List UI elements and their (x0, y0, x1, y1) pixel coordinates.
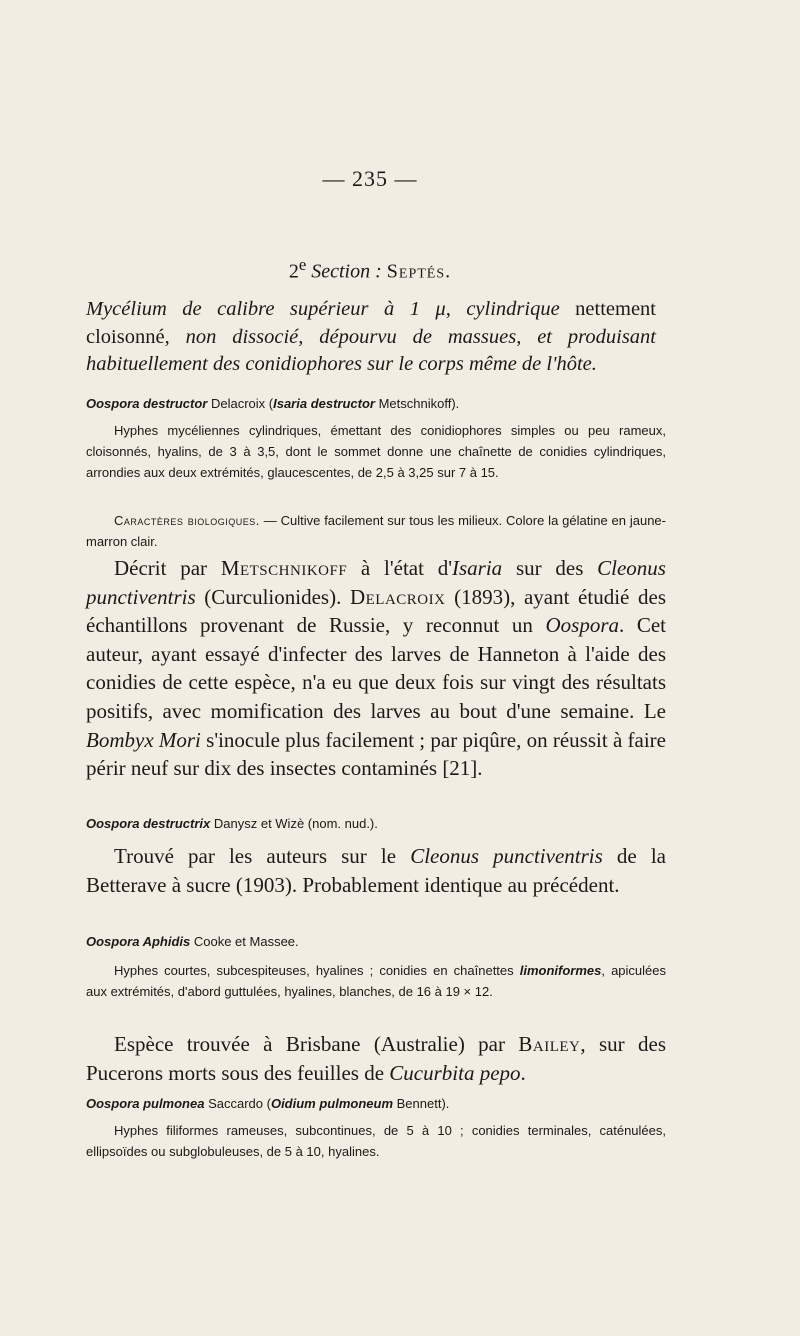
species-author: Danysz et Wizè (nom. nud.). (210, 816, 378, 831)
species-name: Oospora Aphidis (86, 934, 191, 949)
species-author: Delacroix ( (207, 396, 274, 411)
species-name: Oospora pulmonea (86, 1096, 205, 1111)
species-description-aphidis (86, 960, 666, 1002)
section-number-suffix: e (298, 255, 307, 274)
taxon-name: Bombyx Mori (86, 727, 201, 752)
species-heading-destructrix (86, 816, 662, 831)
text-run: de la Betterave à sucre (1903). Probablement identique au précédent. (86, 844, 666, 897)
text-run: , apiculées aux extrémités, d'abord guttulées, hyalines, blanches, de 16 à 19 × 12. (86, 963, 666, 999)
author-name: Bailey (518, 1032, 581, 1056)
body-paragraph-aphidis (86, 1030, 666, 1087)
species-author: Saccardo ( (204, 1096, 271, 1111)
species-description-destructor: Hyphes mycéliennes cylindriques, émettant des conidiophores simples ou peu rameux, cloisonnés, hyalins, de 3 à 3,5, dont le sommet donne une chaînette de conidies cylindriques, arrondies aux deux extrémités, glaucescentes, de 2,5 à 3,25 sur 7 à 15. (86, 423, 666, 480)
text-run: . (520, 1060, 526, 1085)
intro-part-1: Mycélium de calibre supérieur à 1 μ, cylindrique (86, 298, 560, 320)
section-intro (86, 296, 656, 379)
species-biology-destructor (86, 510, 666, 552)
text-run: , sur des Pucerons morts sous des feuilles de (86, 1032, 666, 1085)
section-name: Septés. (386, 260, 452, 283)
species-synonym-author: Metschnikoff). (374, 396, 460, 411)
species-heading-aphidis (86, 934, 662, 949)
taxon-name: Oospora (545, 613, 619, 638)
taxon-name: Cleonus punctiventris (86, 556, 666, 609)
species-heading-pulmonea (86, 1096, 662, 1111)
text-run: (1893), ayant étudié des échantillons provenant de Russie, y reconnut un (86, 584, 666, 638)
intro-part-3: non dissocié, dépourvu de massues, et produisant habituellement des conidiophores sur le corps même de l'hôte. (86, 325, 656, 375)
species-synonym: Oidium pulmoneum (270, 1096, 394, 1111)
author-name: Delacroix (349, 584, 446, 609)
species-synonym-author: Bennett). (393, 1096, 450, 1111)
text-run: à l'état d' (347, 556, 452, 580)
section-heading (0, 255, 740, 284)
body-paragraph-destructor (86, 554, 666, 783)
text-run: Hyphes courtes, subcespiteuses, hyalines ; conidies en chaînettes (114, 963, 520, 978)
species-description-pulmonea: Hyphes filiformes rameuses, subcontinues, de 5 à 10 ; conidies terminales, caténulées, ellipsoïdes ou subglobuleuses, de 5 à 10, hyalines. (86, 1123, 666, 1159)
emphasis: limoniformes (519, 963, 602, 978)
species-name: Oospora destructor (86, 396, 208, 411)
species-synonym: Isaria destructor (273, 396, 375, 411)
body-paragraph-destructrix (86, 842, 666, 899)
text-run: Décrit par (114, 556, 221, 580)
page-number: — 235 — (322, 166, 418, 191)
text-run: Espèce trouvée à Brisbane (Australie) par (114, 1032, 519, 1056)
species-author: Cooke et Massee. (190, 934, 299, 949)
biology-text: — Cultive facilement sur tous les milieux. Colore la gélatine en jaune-marron clair. (86, 513, 666, 549)
biology-label: Caractères biologiques. (114, 513, 260, 528)
section-number: 2 (288, 260, 299, 283)
section-label: Section : (311, 260, 387, 283)
text-run: Trouvé par les auteurs sur le (114, 844, 411, 868)
taxon-name: Cleonus punctiventris (410, 844, 603, 868)
text-run: (Curculionides). (195, 584, 350, 609)
text-run: s'inocule plus facilement ; par piqûre, on réussit à faire périr neuf sur dix des insectes contaminés [21]. (86, 727, 666, 781)
taxon-name: Cucurbita pepo (389, 1060, 521, 1085)
text-run: sur des (502, 556, 598, 580)
species-name: Oospora destructrix (86, 816, 211, 831)
author-name: Metschnikoff (220, 556, 348, 580)
species-heading-destructor (86, 396, 662, 411)
intro-part-2: nettement cloisonné, (86, 298, 656, 348)
taxon-name: Isaria (452, 556, 503, 580)
text-run: . Cet auteur, ayant essayé d'infecter des larves de Hanneton à l'aide des conidies de cette espèce, n'a eu que deux fois sur vingt des résultats positifs, avec momification des larves au bout d'une semaine. Le (86, 613, 666, 723)
